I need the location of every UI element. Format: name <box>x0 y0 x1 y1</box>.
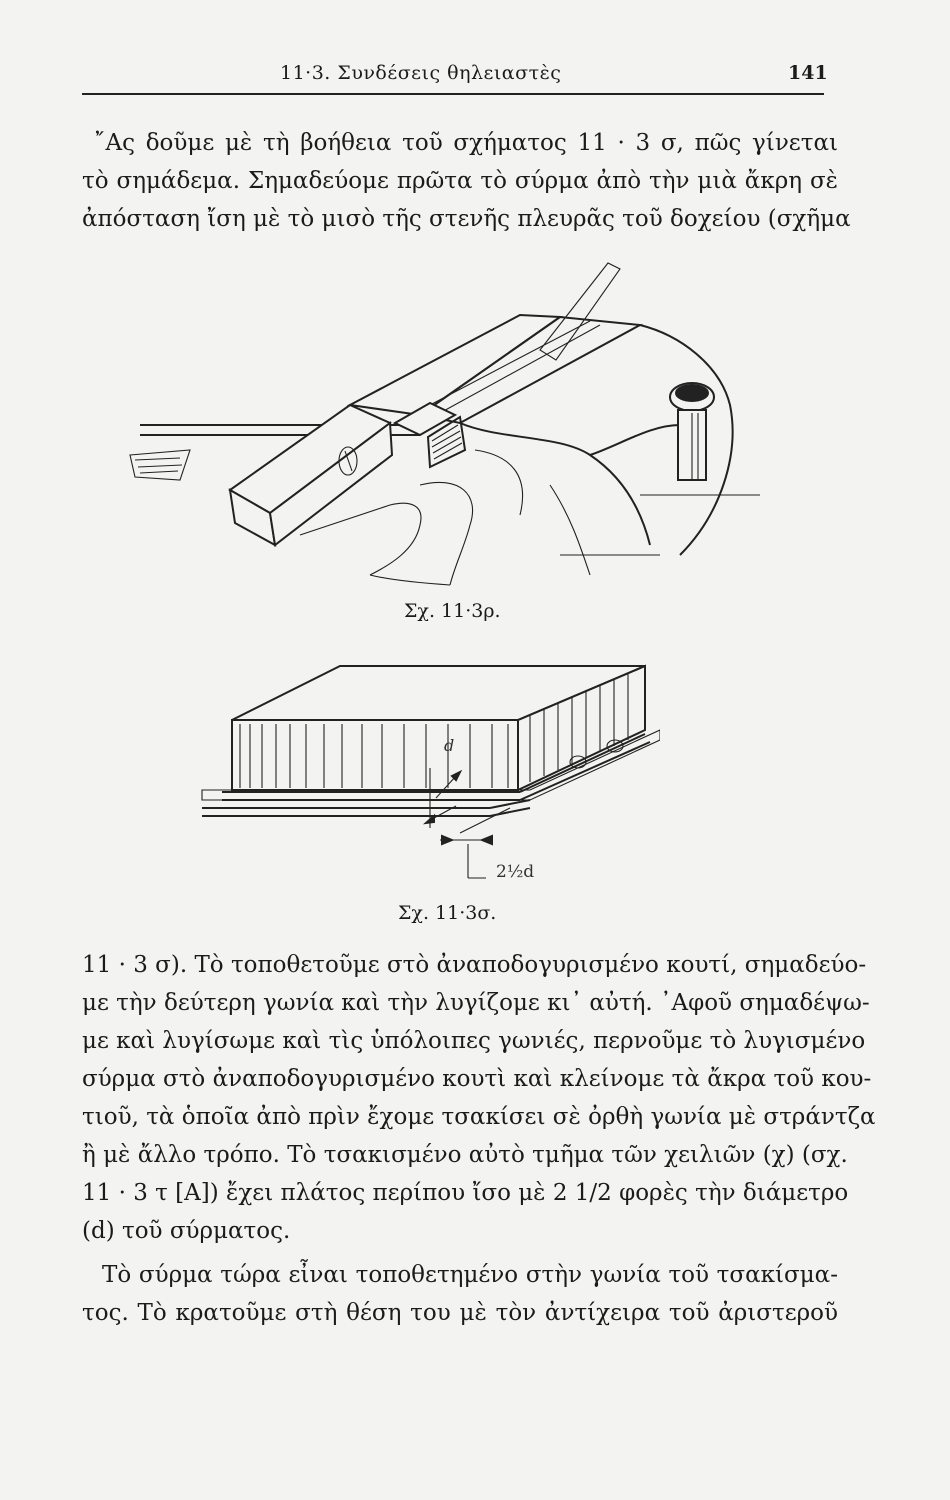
figure-2-caption: Σχ. 11·3σ. <box>398 902 497 924</box>
paragraph-2-line-5: τιοῦ, τὰ ὁποῖα ἀπὸ πρὶν ἔχομε τσακίσει σὲ ὀρθὴ γωνία μὲ στράντζα <box>82 1104 876 1130</box>
figure-2-label-width: 2½d <box>496 862 535 882</box>
paragraph-3-line-1: Τὸ σύρμα τώρα εἶναι τοποθετημένο στὴν γωνία τοῦ τσακίσμα- <box>102 1262 838 1288</box>
paragraph-2-line-8: (d) τοῦ σύρματος. <box>82 1218 291 1244</box>
paragraph-2-line-7: 11 · 3 τ [A]) ἔχει πλάτος περίπου ἴσο μὲ 2 1/2 φορὲς τὴν διάμετρο <box>82 1180 849 1206</box>
paragraph-1-line-1: ῎Ας δοῦμε μὲ τὴ βοήθεια τοῦ σχήματος 11 · 3 σ, πῶς γίνεται <box>94 130 838 156</box>
box-wire-diagram <box>190 658 660 888</box>
paragraph-2-line-3: με καὶ λυγίσωμε καὶ τὶς ὑπόλοιπες γωνιές, περνοῦμε τὸ λυγισμένο <box>82 1028 866 1054</box>
running-head: 11·3. Συνδέσεις θηλειαστὲς <box>280 62 562 84</box>
header-rule <box>82 93 824 95</box>
paragraph-2-line-2: με τὴν δεύτερη γωνία καὶ τὴν λυγίζομε κι᾽ αὐτή. ᾽Αφοῦ σημαδέψω- <box>82 990 870 1016</box>
figure-1-caption: Σχ. 11·3ρ. <box>404 600 501 622</box>
paragraph-2-line-1: 11 · 3 σ). Τὸ τοποθετοῦμε στὸ ἀναποδογυρισμένο κουτί, σημαδεύο- <box>82 952 867 978</box>
page-number: 141 <box>788 62 828 84</box>
vise-hammer-illustration <box>120 255 760 590</box>
paragraph-1-line-3: ἀπόσταση ἴση μὲ τὸ μισὸ τῆς στενῆς πλευρᾶς τοῦ δοχείου (σχῆμα <box>82 206 851 232</box>
paragraph-1-line-2: τὸ σημάδεμα. Σημαδεύομε πρῶτα τὸ σύρμα ἀπὸ τὴν μιὰ ἄκρη σὲ <box>82 168 838 194</box>
paragraph-2-line-6: ἢ μὲ ἄλλο τρόπο. Τὸ τσακισμένο αὐτὸ τμῆμα τῶν χειλιῶν (χ) (σχ. <box>82 1142 848 1168</box>
paragraph-3-line-2: τος. Τὸ κρατοῦμε στὴ θέση του μὲ τὸν ἀντίχειρα τοῦ ἀριστεροῦ <box>82 1300 838 1326</box>
figure-2-label-d: d <box>444 736 455 755</box>
paragraph-2-line-4: σύρμα στὸ ἀναποδογυρισμένο κουτὶ καὶ κλείνομε τὰ ἄκρα τοῦ κου- <box>82 1066 872 1092</box>
